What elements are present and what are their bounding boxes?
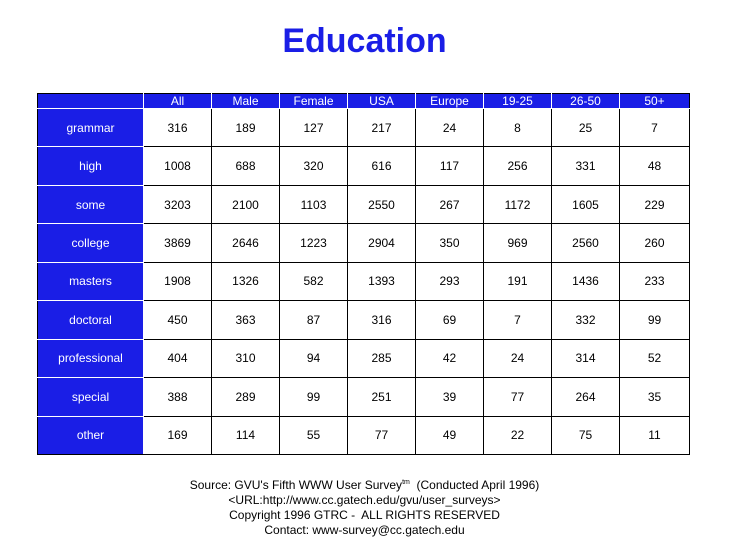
education-table — [37, 93, 690, 455]
table-cell: 1436 — [552, 262, 620, 300]
table-cell: 99 — [280, 378, 348, 416]
source-date: (Conducted April 1996) — [409, 478, 540, 492]
table-cell: 293 — [416, 262, 484, 300]
row-label: college — [38, 224, 144, 262]
table-cell: 332 — [552, 301, 620, 339]
table-cell: 388 — [144, 378, 212, 416]
table-cell: 22 — [484, 416, 552, 455]
table-cell: 320 — [280, 147, 348, 185]
table-cell: 35 — [620, 378, 690, 416]
table-cell: 7 — [620, 109, 690, 147]
table-row — [38, 147, 690, 185]
table-cell: 55 — [280, 416, 348, 455]
table-cell: 316 — [348, 301, 416, 339]
table-cell: 616 — [348, 147, 416, 185]
column-header: 26-50 — [552, 94, 620, 109]
table-row — [38, 339, 690, 377]
table-cell: 267 — [416, 185, 484, 223]
row-label: grammar — [38, 109, 144, 147]
table-cell: 2560 — [552, 224, 620, 262]
table-cell: 1393 — [348, 262, 416, 300]
column-header: Male — [212, 94, 280, 109]
row-label: other — [38, 416, 144, 455]
table-row — [38, 109, 690, 147]
contact-line: Contact: www-survey@cc.gatech.edu — [264, 523, 465, 537]
corner-cell — [38, 94, 144, 109]
table-cell: 2550 — [348, 185, 416, 223]
table-cell: 350 — [416, 224, 484, 262]
source-line — [0, 475, 729, 493]
trademark-mark: tm — [402, 479, 410, 486]
table-cell: 256 — [484, 147, 552, 185]
table-cell: 1326 — [212, 262, 280, 300]
table-cell: 582 — [280, 262, 348, 300]
survey-url: <URL:http://www.cc.gatech.edu/gvu/user_surveys> — [228, 493, 501, 507]
table-cell: 94 — [280, 339, 348, 377]
table-cell: 233 — [620, 262, 690, 300]
row-label: high — [38, 147, 144, 185]
table-cell: 127 — [280, 109, 348, 147]
row-label: masters — [38, 262, 144, 300]
table-cell: 1008 — [144, 147, 212, 185]
table-cell: 310 — [212, 339, 280, 377]
table-cell: 969 — [484, 224, 552, 262]
table-cell: 75 — [552, 416, 620, 455]
table-cell: 42 — [416, 339, 484, 377]
table-row — [38, 416, 690, 455]
copyright-line: Copyright 1996 GTRC - ALL RIGHTS RESERVED — [229, 508, 500, 522]
table-cell: 52 — [620, 339, 690, 377]
table-cell: 69 — [416, 301, 484, 339]
column-header: All — [144, 94, 212, 109]
table-cell: 251 — [348, 378, 416, 416]
table-cell: 48 — [620, 147, 690, 185]
table-cell: 24 — [416, 109, 484, 147]
column-header: Europe — [416, 94, 484, 109]
table-row — [38, 378, 690, 416]
table-cell: 49 — [416, 416, 484, 455]
table-cell: 1103 — [280, 185, 348, 223]
table-cell: 87 — [280, 301, 348, 339]
table-cell: 2904 — [348, 224, 416, 262]
table-cell: 2100 — [212, 185, 280, 223]
table-cell: 11 — [620, 416, 690, 455]
table-row — [38, 262, 690, 300]
table-cell: 1223 — [280, 224, 348, 262]
table-cell: 264 — [552, 378, 620, 416]
table-cell: 24 — [484, 339, 552, 377]
table-cell: 314 — [552, 339, 620, 377]
table-cell: 229 — [620, 185, 690, 223]
table-cell: 217 — [348, 109, 416, 147]
column-header: USA — [348, 94, 416, 109]
table-cell: 25 — [552, 109, 620, 147]
column-header: 50+ — [620, 94, 690, 109]
table-cell: 450 — [144, 301, 212, 339]
table-cell: 688 — [212, 147, 280, 185]
table-cell: 404 — [144, 339, 212, 377]
table-cell: 316 — [144, 109, 212, 147]
table-cell: 2646 — [212, 224, 280, 262]
table-cell: 3869 — [144, 224, 212, 262]
table-cell: 1605 — [552, 185, 620, 223]
table-cell: 331 — [552, 147, 620, 185]
row-label: professional — [38, 339, 144, 377]
table-cell: 189 — [212, 109, 280, 147]
table-cell: 285 — [348, 339, 416, 377]
table-cell: 8 — [484, 109, 552, 147]
table-cell: 77 — [348, 416, 416, 455]
page-title: Education — [282, 22, 447, 60]
table-cell: 191 — [484, 262, 552, 300]
row-label: doctoral — [38, 301, 144, 339]
table-row — [38, 224, 690, 262]
row-label: special — [38, 378, 144, 416]
row-label: some — [38, 185, 144, 223]
table-body — [38, 109, 690, 455]
source-text: Source: GVU's Fifth WWW User Survey — [189, 478, 403, 492]
table-cell: 39 — [416, 378, 484, 416]
table-cell: 7 — [484, 301, 552, 339]
header-row — [38, 94, 690, 109]
table-cell: 117 — [416, 147, 484, 185]
table-cell: 114 — [212, 416, 280, 455]
column-header: Female — [280, 94, 348, 109]
table-cell: 169 — [144, 416, 212, 455]
footer — [0, 475, 729, 538]
table-cell: 260 — [620, 224, 690, 262]
table-cell: 1172 — [484, 185, 552, 223]
table-cell: 289 — [212, 378, 280, 416]
table-cell: 3203 — [144, 185, 212, 223]
table-cell: 99 — [620, 301, 690, 339]
table-cell: 77 — [484, 378, 552, 416]
table-cell: 1908 — [144, 262, 212, 300]
table-row — [38, 301, 690, 339]
table-cell: 363 — [212, 301, 280, 339]
table-row — [38, 185, 690, 223]
column-header: 19-25 — [484, 94, 552, 109]
